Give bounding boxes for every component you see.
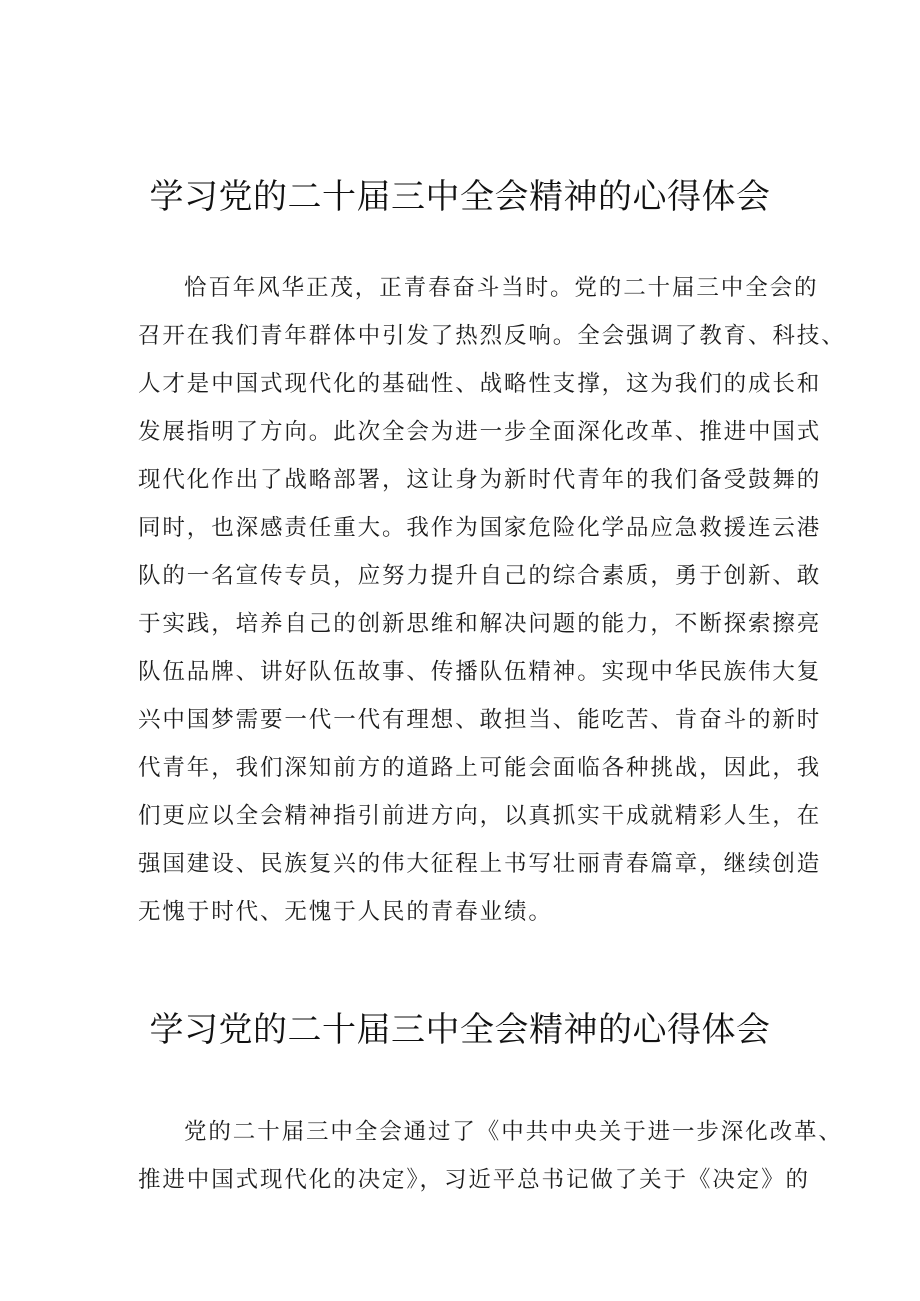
paragraph-line: 推进中国式现代化的决定》，习近平总书记做了关于《决定》的 [138, 1167, 810, 1193]
paragraph-line: 代青年，我们深知前方的道路上可能会面临各种挑战，因此，我 [138, 755, 822, 781]
paragraph-line: 们更应以全会精神指引前进方向，以真抓实干成就精彩人生，在 [138, 803, 822, 829]
section-title: 学习党的二十届三中全会精神的心得体会 [149, 1010, 771, 1050]
paragraph-line: 队伍品牌、讲好队伍故事、传播队伍精神。实现中华民族伟大复 [138, 659, 822, 685]
paragraph-line: 党的二十届三中全会通过了《中共中央关于进一步深化改革、 [184, 1119, 843, 1145]
paragraph-line: 兴中国梦需要一代一代有理想、敢担当、能吃苦、肯奋斗的新时 [138, 707, 822, 733]
paragraph-line: 同时，也深感责任重大。我作为国家危险化学品应急救援连云港 [138, 515, 822, 541]
section-title: 学习党的二十届三中全会精神的心得体会 [149, 177, 771, 217]
paragraph-line: 人才是中国式现代化的基础性、战略性支撑，这为我们的成长和 [138, 371, 822, 397]
body-paragraph [138, 264, 846, 936]
paragraph-line: 发展指明了方向。此次全会为进一步全面深化改革、推进中国式 [138, 419, 822, 445]
paragraph-line: 无愧于时代、无愧于人民的青春业绩。 [138, 899, 553, 925]
paragraph-line: 于实践，培养自己的创新思维和解决问题的能力，不断探索擦亮 [138, 611, 822, 637]
paragraph-line: 召开在我们青年群体中引发了热烈反响。全会强调了教育、科技、 [138, 323, 846, 349]
paragraph-line: 强国建设、民族复兴的伟大征程上书写壮丽青春篇章，继续创造 [138, 851, 822, 877]
paragraph-line: 队的一名宣传专员，应努力提升自己的综合素质，勇于创新、敢 [138, 563, 822, 589]
paragraph-line: 现代化作出了战略部署，这让身为新时代青年的我们备受鼓舞的 [138, 467, 822, 493]
paragraph-line: 恰百年风华正茂，正青春奋斗当时。党的二十届三中全会的 [184, 275, 819, 301]
body-paragraph [138, 1108, 843, 1204]
